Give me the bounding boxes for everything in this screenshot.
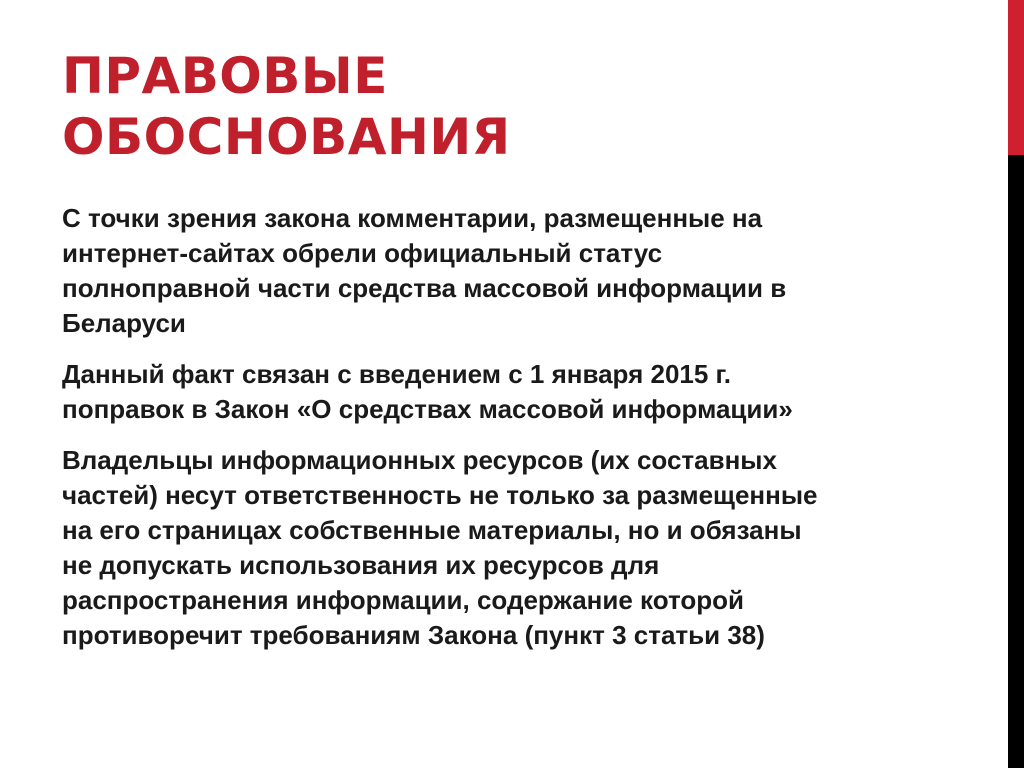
slide-title-line: ПРАВОВЫЕ bbox=[62, 47, 388, 105]
side-accent-black-bar bbox=[1008, 155, 1024, 768]
text-line: частей) несут ответственность не только за размещенные bbox=[62, 480, 818, 510]
text-line: поправок в Закон «О средствах массовой информации» bbox=[62, 394, 793, 424]
text-line: Беларуси bbox=[62, 308, 186, 338]
text-line: на его страницах собственные материалы, но и обязаны bbox=[62, 515, 802, 545]
paragraph-1 bbox=[62, 201, 962, 341]
text-line: противоречит требованиям Закона (пункт 3 статьи 38) bbox=[62, 620, 765, 650]
text-line: С точки зрения закона комментарии, размещенные на bbox=[62, 203, 763, 233]
text-line: не допускать использования их ресурсов для bbox=[62, 550, 660, 580]
slide-title bbox=[62, 46, 962, 168]
text-line: полноправной части средства массовой информации в bbox=[62, 273, 787, 303]
text-line: Владельцы информационных ресурсов (их составных bbox=[62, 445, 777, 475]
text-line: Данный факт связан с введением с 1 января 2015 г. bbox=[62, 359, 732, 389]
side-accent-red-bar bbox=[1008, 0, 1024, 155]
text-line: распространения информации, содержание которой bbox=[62, 585, 744, 615]
slide-title-line: ОБОСНОВАНИЯ bbox=[62, 108, 511, 166]
slide-body bbox=[62, 201, 962, 669]
paragraph-2 bbox=[62, 357, 962, 427]
text-line: интернет-сайтах обрели официальный статус bbox=[62, 238, 663, 268]
paragraph-3 bbox=[62, 443, 962, 653]
